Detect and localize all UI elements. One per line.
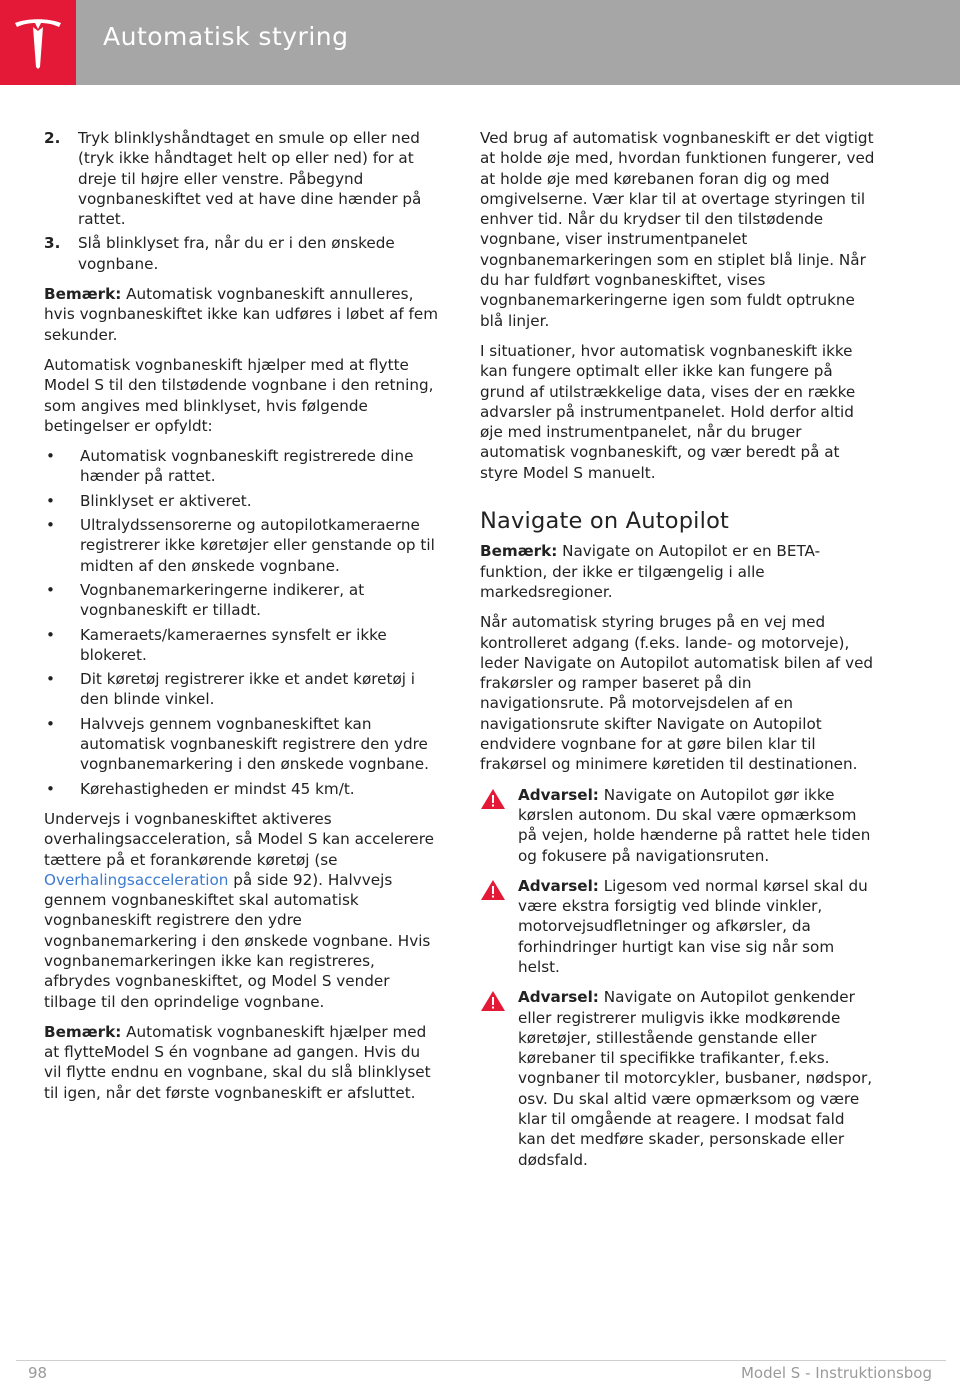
list-item: • Kameraets/kameraernes synsfelt er ikke blokeret.	[46, 625, 387, 664]
list-item: • Automatisk vognbaneskift registrerede dine hænder på rattet.	[46, 447, 414, 486]
note-paragraph	[44, 1022, 439, 1103]
warning-text: Navigate on Autopilot gør ikke kørslen autonom. Du skal være opmærksom på vejen, holde hænderne på rattet hele tiden og fokusere på navigationsruten.	[518, 785, 871, 865]
tesla-logo-icon	[13, 17, 63, 69]
step-3	[44, 233, 439, 274]
note-paragraph	[44, 284, 439, 345]
warning-triangle-icon	[480, 987, 518, 1170]
step-number: 3.	[44, 234, 61, 253]
overhalingsacceleration-link[interactable]: Overhalingsacceleration	[44, 870, 229, 889]
page-title: Automatisk styring	[103, 22, 349, 51]
note-text: Navigate on Autopilot er en BETA-funktion, der ikke er tilgængelig i alle markedsregioner.	[480, 542, 821, 601]
step-2	[44, 128, 439, 229]
list-item: • Vognbanemarkeringerne indikerer, at vognbaneskift er tilladt.	[46, 580, 365, 620]
warning-triangle-icon	[480, 785, 518, 866]
step-text: Slå blinklyset fra, når du er i den ønskede vognbane.	[78, 234, 395, 273]
warning-label: Advarsel:	[518, 876, 599, 895]
right-column	[480, 128, 875, 1180]
warning-block	[480, 987, 875, 1170]
list-item: • Halvvejs gennem vognbaneskiftet kan automatisk vognbaneskift registrere den ydre vognbanemarkering i den ønskede vognbane.	[46, 714, 429, 774]
note-label: Bemærk:	[44, 285, 122, 304]
tesla-logo	[0, 0, 76, 85]
warning-triangle-icon	[480, 876, 518, 977]
left-column	[44, 128, 439, 1113]
note-paragraph	[480, 541, 875, 602]
warning-text: Ligesom ved normal kørsel skal du være ekstra forsigtig ved blinde vinkler, motorvejsudfletninger og afkørsler, da forhindringer hurtigt kan vise sig når som helst.	[518, 876, 868, 976]
list-item: • Dit køretøj registrerer ikke et andet køretøj i den blinde vinkel.	[46, 670, 416, 709]
paragraph: I situationer, hvor automatisk vognbaneskift ikke kan fungere optimalt eller ikke kan fungere på grund af utilstrækkelige data, vises der en række advarsler på instrumentpanelet. Hold derfor altid øje med instrumentpanelet, når du bruger automatisk vognbaneskift, og vær beredt på at styre Model S manuelt.	[480, 341, 856, 482]
note-text: Automatisk vognbaneskift hjælper med at flytteModel S én vognbane ad gangen. Hvis du vil flytte endnu en vognbane, skal du slå blinklyset til igen, når det første vognbaneskift er afsluttet.	[44, 1022, 431, 1102]
note-label: Bemærk:	[44, 1022, 122, 1041]
step-number: 2.	[44, 129, 61, 147]
page-number: 98	[28, 1364, 48, 1382]
warning-label: Advarsel:	[518, 988, 599, 1007]
book-title: Model S - Instruktionsbog	[740, 1364, 932, 1382]
conditions-list	[44, 446, 439, 799]
footer-divider	[16, 1360, 946, 1361]
note-label: Bemærk:	[480, 542, 558, 561]
paragraph: Undervejs i vognbaneskiftet aktiveres overhalingsacceleration, så Model S kan accelerere tættere på et forankørende køretøj (se Overhalingsacceleration på side 92). Halvvejs gennem vognbaneskiftet skal automatisk vognbaneskift registrere den ydre vognbanemarkering i den ønskede vognbane. Hvis vognbanemarkeringen ikke kan registreres, afbrydes vognbaneskiftet, og Model S vender tilbage til den oprindelige vognbane.	[44, 809, 435, 1011]
page-header	[0, 0, 960, 85]
warning-text: Navigate on Autopilot genkender eller registrerer muligvis ikke modkørende køretøjer, stillestående genstande eller kørebaner til specifikke trafikanter, f.eks. vognbaner til motorcykler, busbaner, nødspor, osv. Du skal altid være opmærksom og være klar til omgående at reagere. I modsat fald kan det medføre skader, personskade eller dødsfald.	[518, 988, 873, 1169]
note-text: Automatisk vognbaneskift annulleres, hvis vognbaneskiftet ikke kan udføres i løbet af fem sekunder.	[44, 285, 439, 344]
section-heading: Navigate on Autopilot	[480, 508, 730, 535]
paragraph: Når automatisk styring bruges på en vej med kontrolleret adgang (f.eks. lande- og motorveje), leder Navigate on Autopilot automatisk bilen af ved frakørsler og ramper baseret på din navigationsrute. På motorvejsdelen af en navigationsrute skifter Navigate on Autopilot endvidere vognbane for at gøre bilen klar til frakørsel og minimere køretiden til destinationen.	[480, 613, 874, 774]
list-item: • Kørehastigheden er mindst 45 km/t.	[46, 779, 355, 798]
paragraph: Ved brug af automatisk vognbaneskift er det vigtigt at holde øje med, hvordan funktionen fungerer, ved at holde øje med kørebanen foran dig og med omgivelserne. Vær klar til at overtage styringen til enhver tid. Når du krydser til den tilstødende vognbane, viser instrumentpanelet vognbanemarkeringen som en stiplet blå linje. Når du har fuldført vognbaneskiftet, vises vognbanemarkeringerne igen som fuldt optrukne blå linjer.	[480, 129, 875, 330]
list-item: • Ultralydssensorerne og autopilotkameraerne registrerer ikke køretøjer eller genstande op til midten af den ønskede vognbane.	[46, 516, 435, 575]
warning-label: Advarsel:	[518, 785, 599, 804]
warning-block	[480, 876, 875, 977]
step-text: Tryk blinklyshåndtaget en smule op eller ned (tryk ikke håndtaget helt op eller ned) for at dreje til højre eller venstre. Påbegynd vognbaneskiftet ved at have dine hænder på rattet.	[78, 129, 422, 229]
list-item: • Blinklyset er aktiveret.	[46, 491, 252, 510]
paragraph: Automatisk vognbaneskift hjælper med at flytte Model S til den tilstødende vognbane i den retning, som angives med blinklyset, hvis følgende betingelser er opfyldt:	[44, 355, 434, 435]
warning-block	[480, 785, 875, 866]
